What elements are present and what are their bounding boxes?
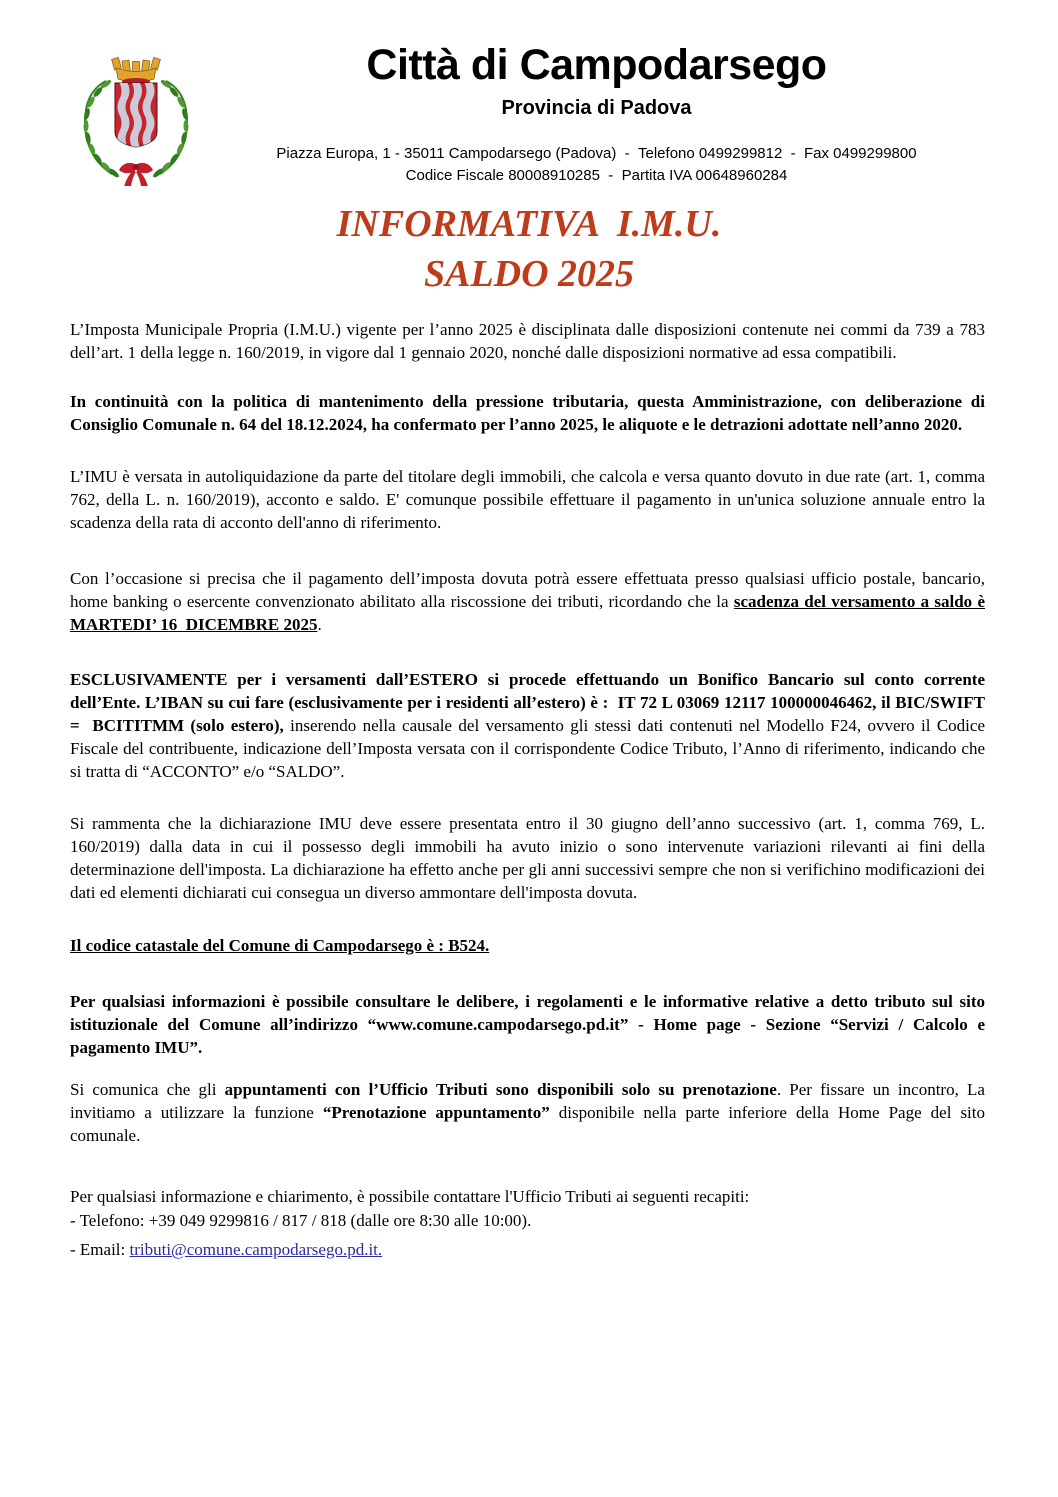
letterhead: [190, 42, 1003, 186]
prenotazione-highlight: “Prenotazione appuntamento”: [322, 1103, 550, 1122]
paragraph-scadenza-saldo: [70, 567, 985, 636]
crown-icon: [112, 57, 161, 85]
text-segment: . Per fissare un incontro, La invitiamo a utilizzare la funzione: [70, 1080, 985, 1122]
deadline-highlight: scadenza del versamento a saldo è MARTEDI’ 16 DICEMBRE 2025: [70, 592, 985, 634]
email-link[interactable]: tributi@comune.campodarsego.pd.it.: [129, 1240, 383, 1259]
text-segment: Si rammenta che la dichiarazione IMU deve essere presentata entro il 30 giugno dell’anno successivo (art. 1, comma 769, L. 160/2019) dalla data in cui il possesso degli immobili ha avuto inizio o sono intervenute variazioni rilevanti ai fini della determinazione dell'imposta. La dichiarazione ha effetto anche per gli anni successivi sempre che non si verifichino modificazioni dei dati ed elementi dichiarati cui consegua un diverso ammontare dell'imposta dovuta.: [70, 814, 985, 902]
text-segment: Per qualsiasi informazione e chiarimento, è possibile contattare l'Ufficio Tributi ai seguenti recapiti:: [70, 1187, 750, 1206]
address-line-2: Codice Fiscale 80008910285 - Partita IVA 00648960284: [405, 167, 788, 184]
text-segment: Per qualsiasi informazioni è possibile consultare le delibere, i regolamenti e le informative relative a detto tributo sul sito istituzionale del Comune all’indirizzo “www.comune.campodarsego.pd.it” - Home page - Sezione “Servizi / Calcolo e pagamento IMU”.: [70, 992, 985, 1057]
paragraph-recapiti: [70, 1185, 985, 1208]
municipal-coat-of-arms-icon: [76, 44, 196, 186]
text-segment: disponibile nella parte inferiore della Home Page del sito comunale.: [70, 1103, 986, 1145]
paragraph-aliquote-confermate: [70, 390, 985, 436]
address-line-1: Piazza Europa, 1 - 35011 Campodarsego (Padova) - Telefono 0499299812 - Fax 0499299800: [276, 145, 917, 162]
title-line-2: SALDO 2025: [423, 253, 635, 295]
text-segment: Il codice catastale del Comune di Campodarsego è : B524.: [70, 936, 490, 955]
iban-highlight: ESCLUSIVAMENTE per i versamenti dall’ESTERO si procede effettuando un Bonifico Bancario sul conto corrente dell’Ente. L’IBAN su cui fare (esclusivamente per i residenti all’estero) è : IT 72 L 03069 12117 100000046462, il BIC/SWIFT = BCITITMM (solo estero),: [70, 670, 985, 735]
document-title: [0, 199, 1058, 299]
contact-email: [70, 1238, 985, 1261]
text-segment: Si comunica che gli: [70, 1080, 225, 1099]
paragraph-dichiarazione-imu: [70, 812, 985, 904]
text-segment: Con l’occasione si precisa che il pagamento dell’imposta dovuta potrà essere effettuata presso qualsiasi ufficio postale, bancario, home banking o esercente convenzionato abilitato alla riscossione dei tributi, ricordando che la: [70, 569, 985, 611]
text-segment: - Telefono: +39 049 9299816 / 817 / 818 (dalle ore 8:30 alle 10:00).: [70, 1211, 532, 1230]
appuntamenti-highlight: appuntamenti con l’Ufficio Tributi sono disponibili solo su prenotazione: [224, 1080, 777, 1099]
paragraph-imu-intro: [70, 318, 985, 364]
paragraph-autoliquidazione: [70, 465, 985, 534]
ribbon-icon: [119, 163, 153, 186]
title-line-1: INFORMATIVA I.M.U.: [336, 203, 722, 245]
paragraph-versamenti-estero: [70, 668, 985, 783]
municipality-name: Città di Campodarsego: [366, 41, 827, 89]
text-segment: L’Imposta Municipale Propria (I.M.U.) vigente per l’anno 2025 è disciplinata dalle disposizioni contenute nei commi da 739 a 783 dell’art. 1 della legge n. 160/2019, in vigore dal 1 gennaio 2020, nonché dalle disposizioni normative ad essa compatibili.: [70, 320, 985, 362]
text-segment: - Email:: [70, 1240, 130, 1259]
paragraph-sito-istituzionale: [70, 990, 985, 1059]
text-segment: In continuità con la politica di mantenimento della pressione tributaria, questa Amministrazione, con deliberazione di Consiglio Comunale n. 64 del 18.12.2024, ha confermato per l’anno 2025, le aliquote e le detrazioni adottate nell’anno 2020.: [70, 392, 985, 434]
document-body: [70, 318, 985, 1261]
text-segment: .: [317, 615, 322, 634]
text-segment: inserendo nella causale del versamento gli stessi dati contenuti nel Modello F24, ovvero il Codice Fiscale del contribuente, indicazione dell’Imposta versata con il corrispondente Codice Tributo, l’Anno di riferimento, indicando che si tratta di “ACCONTO” e/o “SALDO”.: [70, 716, 985, 781]
paragraph-codice-catastale: [70, 934, 985, 957]
text-segment: L’IMU è versata in autoliquidazione da parte del titolare degli immobili, che calcola e versa quanto dovuto in due rate (art. 1, comma 762, della L. n. 160/2019), acconto e saldo. E' comunque possibile effettuare il pagamento in un'unica soluzione annuale entro la scadenza della rata di acconto dell'anno di riferimento.: [70, 467, 985, 532]
shield-icon: [115, 83, 157, 147]
contact-telefono: [70, 1209, 985, 1232]
province-name: Provincia di Padova: [501, 97, 692, 119]
paragraph-appuntamenti: [70, 1078, 985, 1147]
